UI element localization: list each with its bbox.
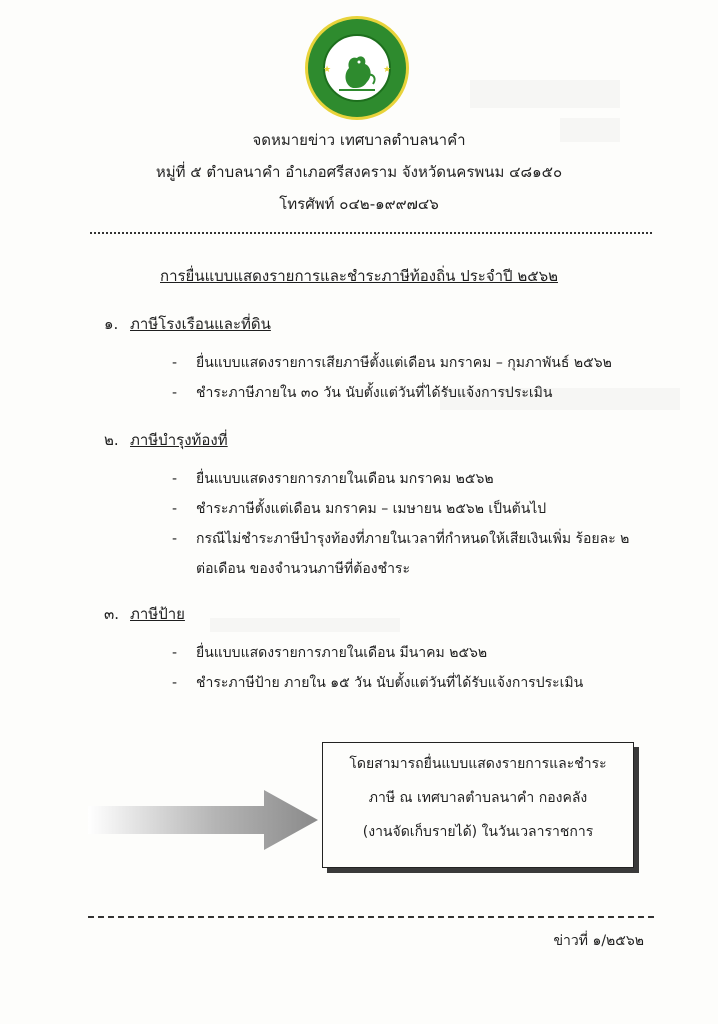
bullet-dash: - <box>172 501 178 517</box>
list-item-text: ยื่นแบบแสดงรายการภายในเดือน มกราคม ๒๕๖๒ <box>196 471 494 487</box>
bullet-dash: - <box>172 355 178 371</box>
divider-bottom <box>88 916 654 918</box>
section-number: ๒. <box>104 431 119 449</box>
list-item-text: ชำระภาษีภายใน ๓๐ วัน นับตั้งแต่วันที่ได้รับแจ้งการประเมิน <box>196 385 553 401</box>
section-number: ๑. <box>104 315 119 333</box>
issue-number: ข่าวที่ ๑/๒๕๖๒ <box>553 933 644 949</box>
list-item <box>172 528 629 550</box>
list-item <box>172 672 583 694</box>
bullet-dash: - <box>172 645 178 661</box>
list-item-text: ชำระภาษีตั้งแต่เดือน มกราคม – เมษายน ๒๕๖๒ เป็นต้นไป <box>196 501 547 517</box>
svg-text:★: ★ <box>323 65 332 75</box>
list-item-text: ยื่นแบบแสดงรายการภายในเดือน มีนาคม ๒๕๖๒ <box>196 645 488 661</box>
notice-line: ภาษี ณ เทศบาลตำบลนาคำ กองคลัง <box>368 790 588 806</box>
bullet-dash: - <box>172 531 178 547</box>
section-2-heading <box>104 428 228 452</box>
section-name: ภาษีบำรุงท้องที่ <box>130 431 228 449</box>
list-item-text: ชำระภาษีป้าย ภายใน ๑๕ วัน นับตั้งแต่วันที่ได้รับแจ้งการประเมิน <box>196 675 584 691</box>
list-item <box>172 498 546 520</box>
list-item-text: ยื่นแบบแสดงรายการเสียภาษีตั้งแต่เดือน มกราคม – กุมภาพันธ์ ๒๕๖๒ <box>196 355 612 371</box>
arrow-right-icon <box>88 788 320 852</box>
section-name: ภาษีป้าย <box>130 605 185 623</box>
scan-artifact <box>210 618 400 632</box>
svg-text:★: ★ <box>383 65 392 75</box>
municipality-seal-logo <box>303 14 411 122</box>
section-number: ๓. <box>104 605 120 623</box>
newsletter-heading: จดหมายข่าว เทศบาลตำบลนาคำ <box>252 131 466 149</box>
address-line: หมู่ที่ ๕ ตำบลนาคำ อำเภอศรีสงคราม จังหวัดนครพนม ๔๘๑๕๐ <box>155 163 563 181</box>
notice-line: (งานจัดเก็บรายได้) ในวันเวลาราชการ <box>362 824 594 840</box>
document-title: การยื่นแบบแสดงรายการและชำระภาษีท้องถิ่น ประจำปี ๒๕๖๒ <box>160 267 558 285</box>
bullet-dash: - <box>172 675 178 691</box>
section-1-heading <box>104 312 271 336</box>
divider-top <box>90 232 652 234</box>
section-3-heading <box>104 602 185 626</box>
list-item-text: กรณีไม่ชำระภาษีบำรุงท้องที่ภายในเวลาที่กำหนดให้เสียเงินเพิ่ม ร้อยละ ๒ <box>196 531 630 547</box>
list-item <box>172 382 552 404</box>
section-name: ภาษีโรงเรือนและที่ดิน <box>130 315 271 333</box>
scan-artifact <box>470 80 620 108</box>
notice-line: โดยสามารถยื่นแบบแสดงรายการและชำระ <box>349 756 607 772</box>
list-item <box>172 642 487 664</box>
notice-box <box>322 742 634 868</box>
list-item <box>172 352 612 374</box>
list-item-continuation: ต่อเดือน ของจำนวนภาษีที่ต้องชำระ <box>196 561 410 577</box>
list-item <box>172 468 494 490</box>
bullet-dash: - <box>172 471 178 487</box>
bullet-dash: - <box>172 385 178 401</box>
phone-line: โทรศัพท์ ๐๔๒-๑๙๙๗๔๖ <box>279 195 439 213</box>
